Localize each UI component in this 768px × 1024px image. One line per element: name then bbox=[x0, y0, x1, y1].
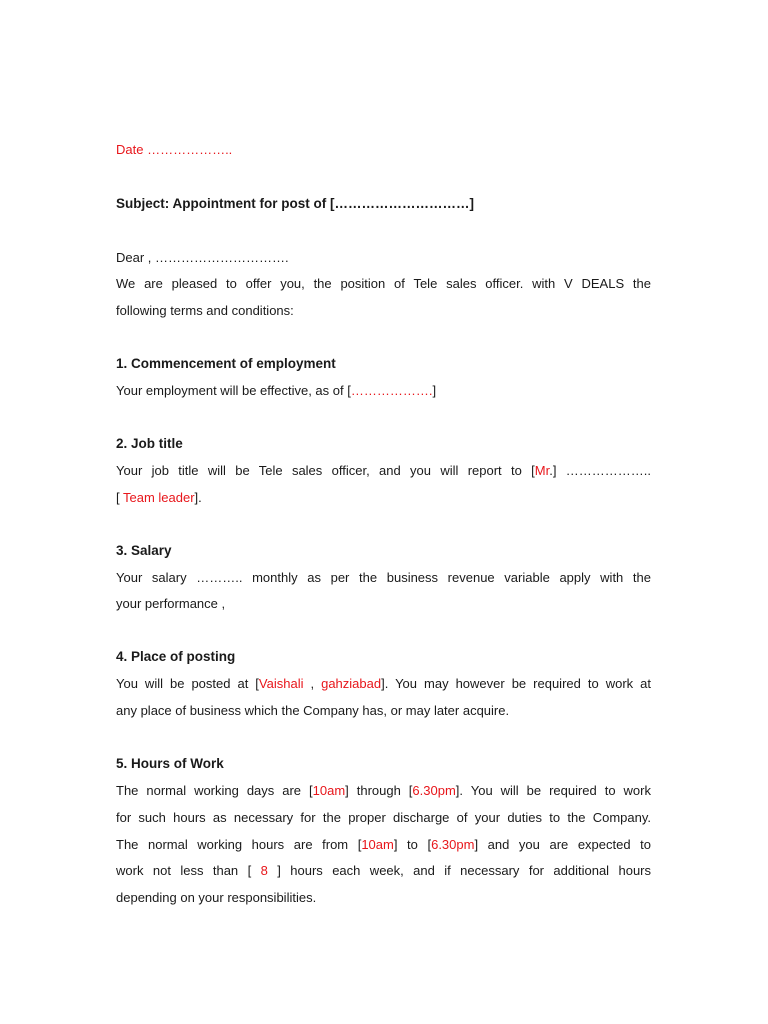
section-3-line-2: your performance , bbox=[116, 596, 226, 611]
section-4-line-1-prefix: You will be posted at [ bbox=[116, 676, 259, 691]
subject-line: Subject: Appointment for post of […………………………] bbox=[116, 196, 474, 211]
section-5-line-4 bbox=[116, 862, 651, 880]
section-5-l3-b: ] to [ bbox=[393, 837, 432, 852]
section-4-heading: 4. Place of posting bbox=[116, 649, 236, 664]
section-1-suffix: ] bbox=[432, 383, 437, 398]
section-4-line-1-suffix: ]. You may however be required to work at bbox=[381, 676, 651, 691]
section-5-line-3 bbox=[116, 836, 651, 854]
section-5-line-5: depending on your responsibilities. bbox=[116, 890, 317, 905]
section-5-heading: 5. Hours of Work bbox=[116, 756, 224, 771]
posting-location-1: Vaishali bbox=[258, 676, 304, 691]
section-2-line-1 bbox=[116, 462, 651, 480]
section-2-line-1-suffix: .] ……………….. bbox=[549, 463, 651, 478]
section-5-l1-c: ]. You will be required to work bbox=[455, 783, 651, 798]
section-5-l3-a: The normal working hours are from [ bbox=[116, 837, 362, 852]
section-5-l4-a: work not less than [ bbox=[116, 863, 261, 878]
weekly-hours: 8 bbox=[260, 863, 268, 878]
section-2-line-2-suffix: ]. bbox=[194, 490, 202, 505]
location-separator: , bbox=[303, 676, 322, 691]
salutation: Dear , …………………………. bbox=[116, 250, 289, 265]
section-1-prefix: Your employment will be effective, as of [ bbox=[116, 383, 351, 398]
section-5-l4-b: ] hours each week, and if necessary for additional hours bbox=[267, 863, 651, 878]
section-1-text bbox=[116, 382, 651, 400]
section-4-line-2: any place of business which the Company has, or may later acquire. bbox=[116, 703, 510, 718]
working-hours-end: 6.30pm bbox=[431, 837, 475, 852]
section-5-line-1 bbox=[116, 782, 651, 800]
posting-location-2: gahziabad bbox=[321, 676, 382, 691]
section-1-heading: 1. Commencement of employment bbox=[116, 356, 336, 371]
section-2-heading: 2. Job title bbox=[116, 436, 183, 451]
section-2-line-2-prefix: [ bbox=[116, 490, 123, 505]
section-5-l1-b: ] through [ bbox=[345, 783, 413, 798]
section-5-l3-c: ] and you are expected to bbox=[474, 837, 652, 852]
section-5-line-2: for such hours as necessary for the proper discharge of your duties to the Company. bbox=[116, 810, 651, 825]
intro-line-2: following terms and conditions: bbox=[116, 303, 294, 318]
section-5-l1-a: The normal working days are [ bbox=[116, 783, 313, 798]
effective-date-placeholder: ………………. bbox=[350, 383, 433, 398]
working-hours-start: 10am bbox=[361, 837, 394, 852]
section-3-heading: 3. Salary bbox=[116, 543, 172, 558]
working-days-start: 10am bbox=[312, 783, 346, 798]
intro-line-1: We are pleased to offer you, the position of Tele sales officer. with V DEALS the bbox=[116, 276, 651, 291]
section-3-line-1: Your salary ……….. monthly as per the business revenue variable apply with the bbox=[116, 570, 651, 585]
reporting-role: Team leader bbox=[123, 490, 195, 505]
section-2-line-2 bbox=[116, 489, 651, 507]
section-4-line-1 bbox=[116, 675, 651, 693]
manager-title: Mr bbox=[534, 463, 550, 478]
date-line: Date ……………….. bbox=[116, 142, 233, 157]
working-days-end: 6.30pm bbox=[412, 783, 456, 798]
section-2-line-1-prefix: Your job title will be Tele sales officer, and you will report to [ bbox=[116, 463, 535, 478]
